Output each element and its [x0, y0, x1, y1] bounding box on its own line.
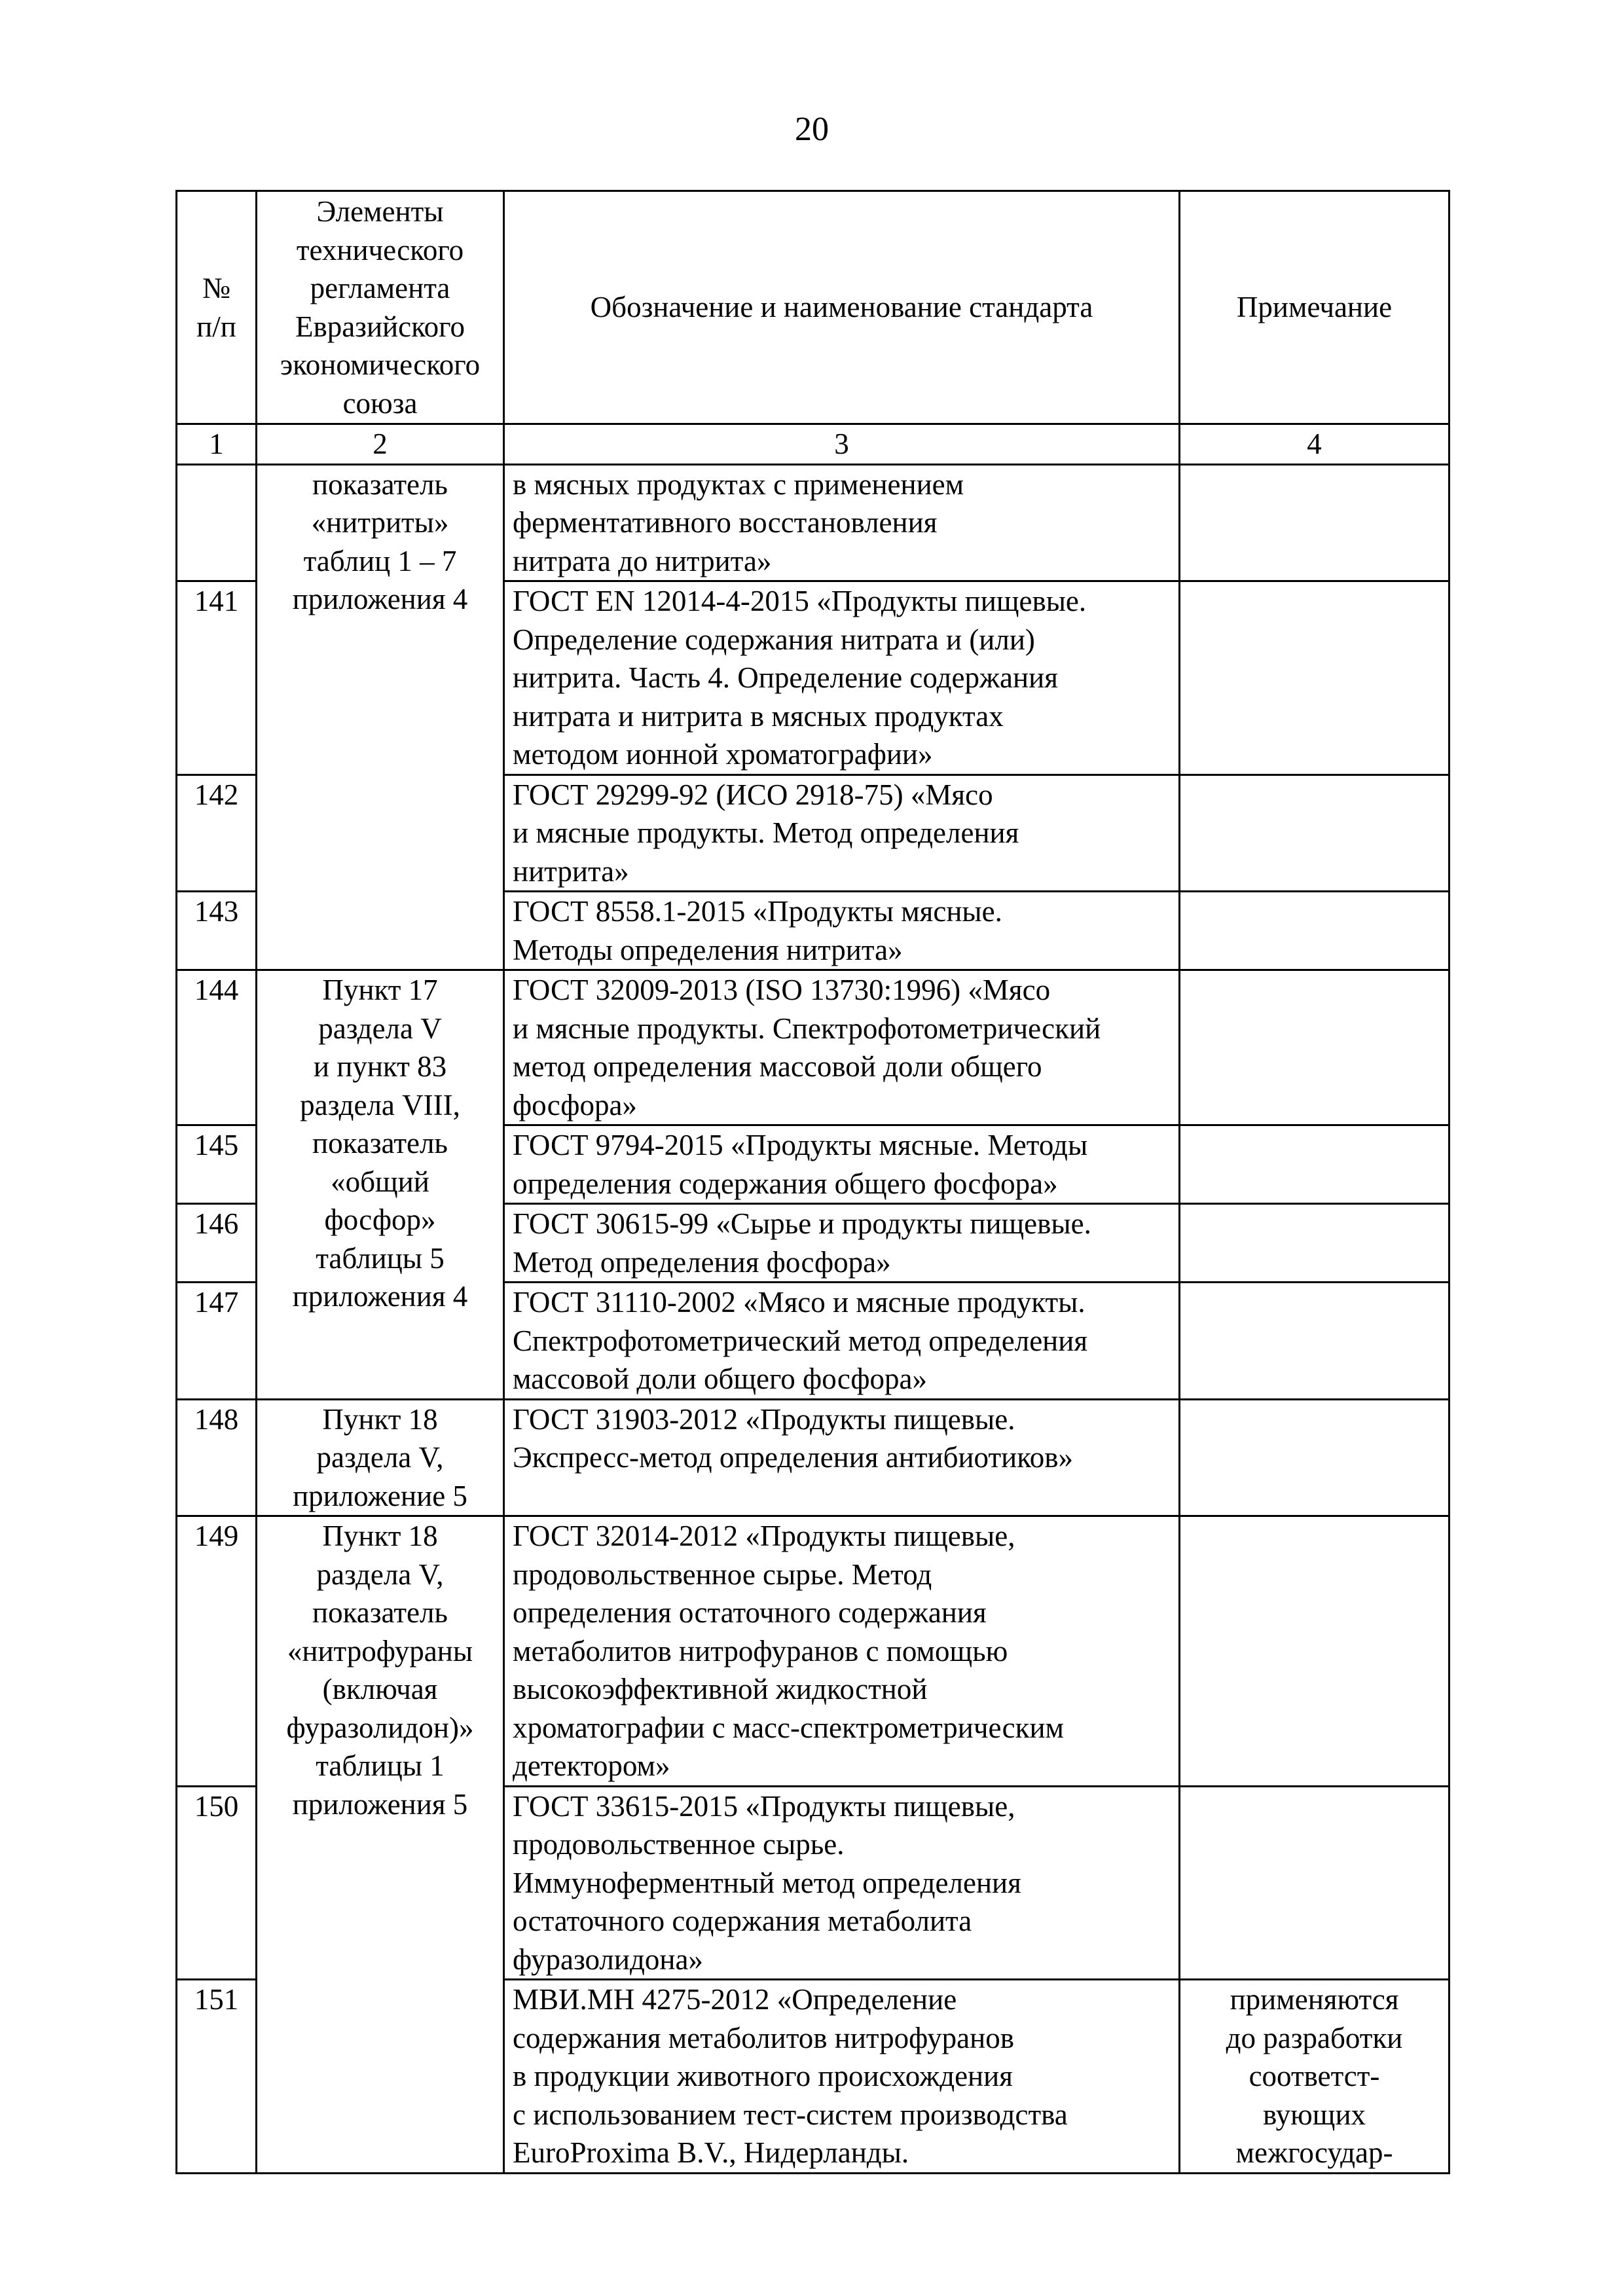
page-number: 20	[795, 111, 829, 148]
element-cell: Пункт 17 раздела V и пункт 83 раздела VIII, показатель «общий фосфор» таблицы 5 приложения 4	[257, 970, 504, 1400]
row-number: 149	[177, 1516, 257, 1787]
header-num: № п/п	[177, 191, 257, 424]
table-row	[177, 1399, 1450, 1516]
table-header-row	[177, 191, 1450, 424]
column-number: 2	[257, 424, 504, 465]
standard-cell: ГОСТ 8558.1-2015 «Продукты мясные. Методы определения нитрита»	[504, 892, 1180, 970]
element-cell: Пункт 18 раздела V, приложение 5	[257, 1399, 504, 1516]
note-cell	[1180, 1204, 1450, 1283]
standard-cell: ГОСТ 30615-99 «Сырье и продукты пищевые. Метод определения фосфора»	[504, 1204, 1180, 1283]
row-number: 141	[177, 581, 257, 775]
row-number: 143	[177, 892, 257, 970]
column-number-row	[177, 424, 1450, 465]
standard-cell: ГОСТ 32014-2012 «Продукты пищевые, продовольственное сырье. Метод определения остаточного содержания метаболитов нитрофуранов с помощью высокоэффективной жидкостной хроматографии с масс-спектрометрическим детектором»	[504, 1516, 1180, 1787]
row-number: 142	[177, 774, 257, 892]
row-number: 145	[177, 1125, 257, 1204]
note-cell	[1180, 892, 1450, 970]
note-cell	[1180, 1283, 1450, 1400]
row-number: 144	[177, 970, 257, 1125]
note-cell	[1180, 1516, 1450, 1787]
header-element: Элементы технического регламента Евразийского экономического союза	[257, 191, 504, 424]
note-cell	[1180, 581, 1450, 775]
row-number: 148	[177, 1399, 257, 1516]
note-cell	[1180, 970, 1450, 1125]
note-cell	[1180, 1125, 1450, 1204]
standard-cell: ГОСТ EN 12014-4-2015 «Продукты пищевые. Определение содержания нитрата и (или) нитрита. Часть 4. Определение содержания нитрата и нитрита в мясных продуктах методом ионной хроматографии»	[504, 581, 1180, 775]
note-cell	[1180, 774, 1450, 892]
table-row	[177, 970, 1450, 1125]
standard-cell: в мясных продуктах с применением ферментативного восстановления нитрата до нитрита»	[504, 464, 1180, 581]
element-cell: Пункт 18 раздела V, показатель «нитрофураны (включая фуразолидон)» таблицы 1 приложения 5	[257, 1516, 504, 2174]
element-cell: показатель «нитриты» таблиц 1 – 7 приложения 4	[257, 464, 504, 970]
column-number: 1	[177, 424, 257, 465]
note-cell	[1180, 1399, 1450, 1516]
table-row	[177, 1516, 1450, 1787]
row-number: 150	[177, 1786, 257, 1980]
standard-cell: ГОСТ 9794-2015 «Продукты мясные. Методы определения содержания общего фосфора»	[504, 1125, 1180, 1204]
header-note: Примечание	[1180, 191, 1450, 424]
note-cell	[1180, 464, 1450, 581]
standard-cell: ГОСТ 29299-92 (ИСО 2918-75) «Мясо и мясные продукты. Метод определения нитрита»	[504, 774, 1180, 892]
column-number: 3	[504, 424, 1180, 465]
note-cell	[1180, 1786, 1450, 1980]
row-number	[177, 464, 257, 581]
row-number: 146	[177, 1204, 257, 1283]
header-standard: Обозначение и наименование стандарта	[504, 191, 1180, 424]
standard-cell: ГОСТ 31903-2012 «Продукты пищевые. Экспресс-метод определения антибиотиков»	[504, 1399, 1180, 1516]
row-number: 147	[177, 1283, 257, 1400]
note-cell: применяются до разработки соответст- вующих межгосудар-	[1180, 1980, 1450, 2174]
standard-cell: ГОСТ 31110-2002 «Мясо и мясные продукты. Спектрофотометрический метод определения массовой доли общего фосфора»	[504, 1283, 1180, 1400]
column-number: 4	[1180, 424, 1450, 465]
standard-cell: ГОСТ 33615-2015 «Продукты пищевые, продовольственное сырье. Иммуноферментный метод определения остаточного содержания метаболита фуразолидона»	[504, 1786, 1180, 1980]
row-number: 151	[177, 1980, 257, 2174]
standard-cell: МВИ.МН 4275-2012 «Определение содержания метаболитов нитрофуранов в продукции животного происхождения с использованием тест-систем производства EuroProxima B.V., Нидерланды.	[504, 1980, 1180, 2174]
table-row	[177, 464, 1450, 581]
standard-cell: ГОСТ 32009-2013 (ISO 13730:1996) «Мясо и мясные продукты. Спектрофотометрический метод определения массовой доли общего фосфора»	[504, 970, 1180, 1125]
standards-table	[175, 190, 1450, 2174]
